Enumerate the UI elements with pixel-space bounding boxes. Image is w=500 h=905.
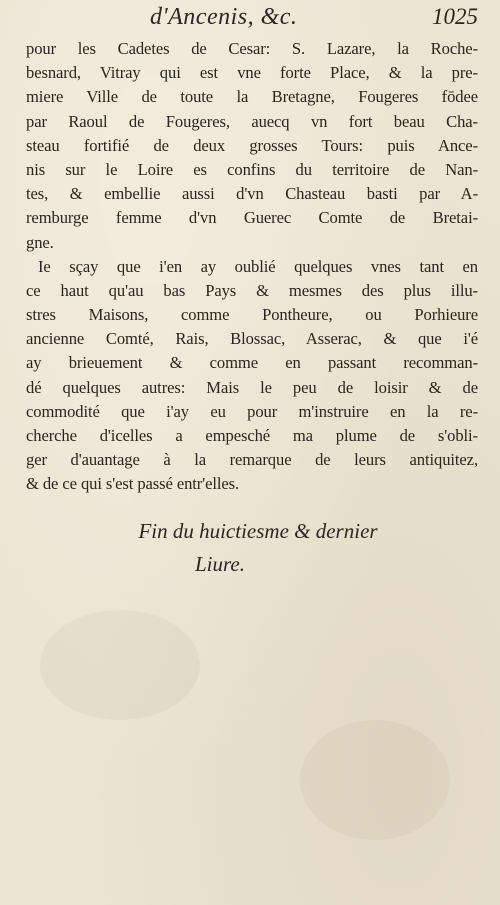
text-line: remburge femme d'vn Guerec Comte de Bretai- — [26, 208, 478, 228]
text-line: stres Maisons, comme Pontheure, ou Porhieure — [26, 305, 478, 325]
colophon-line: Liure. — [195, 552, 245, 576]
paper-stain — [40, 610, 200, 720]
text-line: ancienne Comté, Rais, Blossac, Asserac, & que i'é — [26, 329, 478, 349]
text-line: & de ce qui s'est passé entr'elles. — [26, 474, 240, 494]
text-line: ce haut qu'au bas Pays & mesmes des plus illu- — [26, 280, 478, 300]
text-line: gne. — [26, 232, 54, 252]
text-line: ay brieuement & comme en passant recomman- — [26, 353, 478, 373]
text-line: ger d'auantage à la remarque de leurs antiquitez, — [26, 450, 478, 470]
running-title: d'Ancenis, &c. — [150, 4, 298, 30]
page-number: 1025 — [432, 4, 478, 29]
text-line: dé quelques autres: Mais le peu de loisir & de — [26, 377, 478, 397]
text-line: steau fortifié de deux grosses Tours: puis Ance- — [26, 135, 478, 155]
paragraph-2 — [26, 255, 478, 497]
text-line: besnard, Vitray qui est vne forte Place, & la pre- — [26, 63, 478, 83]
text-line: nis sur le Loire es confins du territoire de Nan- — [26, 159, 478, 179]
text-line: tes, & embellie aussi d'vn Chasteau basti par A- — [26, 184, 478, 204]
text-line: cherche d'icelles a empesché ma plume de s'obli- — [26, 426, 478, 445]
running-head — [0, 4, 500, 38]
text-line: Ie sçay que i'en ay oublié quelques vnes tant en — [38, 256, 478, 276]
colophon — [0, 515, 500, 581]
text-line: pour les Cadetes de Cesar: S. Lazare, la Roche- — [26, 39, 478, 58]
paper-stain — [300, 720, 450, 840]
paragraph-1 — [26, 37, 478, 255]
body-text — [26, 37, 478, 497]
text-line: par Raoul de Fougeres, auecq vn fort beau Cha- — [26, 111, 478, 131]
text-line: commodité que i'ay eu pour m'instruire en la re- — [26, 401, 478, 421]
text-line: miere Ville de toute la Bretagne, Fougeres fōdee — [26, 87, 478, 107]
colophon-line: Fin du huictiesme & dernier — [138, 519, 378, 543]
